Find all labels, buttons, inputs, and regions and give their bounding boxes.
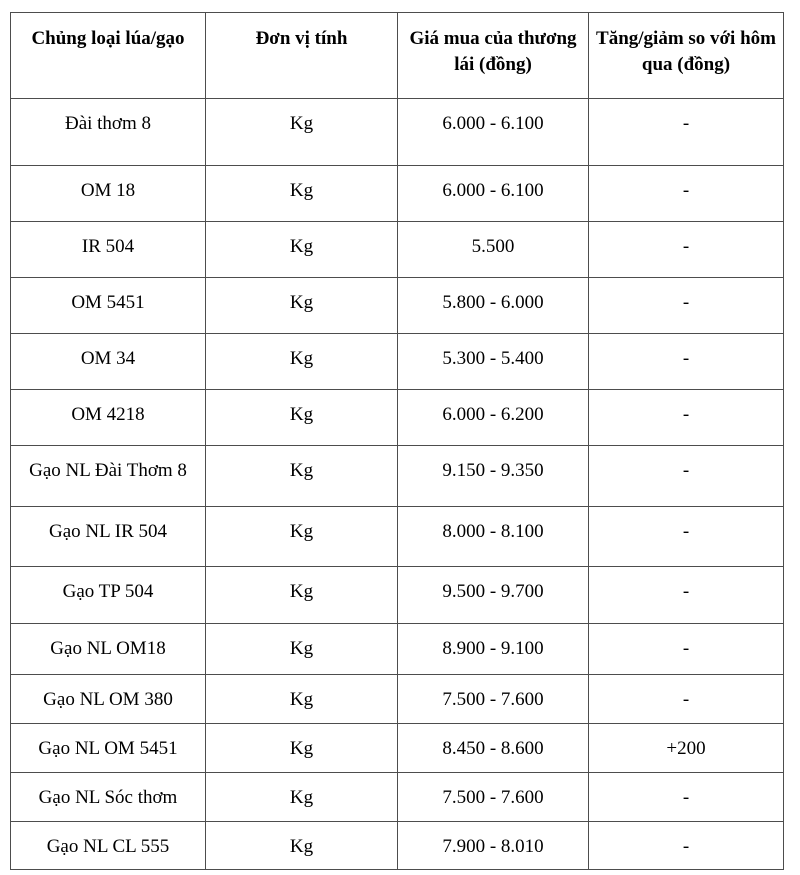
price-cell: 8.900 - 9.100	[398, 624, 589, 675]
unit-cell: Kg	[206, 624, 398, 675]
unit-cell: Kg	[206, 390, 398, 446]
unit-cell: Kg	[206, 166, 398, 222]
table-body	[11, 99, 784, 870]
header-row	[11, 13, 784, 99]
table-row	[11, 390, 784, 446]
header-trader-price: Giá mua của thương lái (đồng)	[398, 13, 589, 99]
rice-type-cell: OM 4218	[11, 390, 206, 446]
unit-cell: Kg	[206, 446, 398, 507]
rice-type-cell: OM 18	[11, 166, 206, 222]
unit-cell: Kg	[206, 99, 398, 166]
price-cell: 9.150 - 9.350	[398, 446, 589, 507]
table-row	[11, 278, 784, 334]
price-cell: 7.900 - 8.010	[398, 822, 589, 870]
rice-type-cell: Gạo NL CL 555	[11, 822, 206, 870]
header-unit: Đơn vị tính	[206, 13, 398, 99]
table-row	[11, 724, 784, 773]
change-cell: -	[589, 334, 784, 390]
change-cell: -	[589, 99, 784, 166]
table-header	[11, 13, 784, 99]
price-cell: 6.000 - 6.100	[398, 99, 589, 166]
price-cell: 5.800 - 6.000	[398, 278, 589, 334]
table-row	[11, 507, 784, 567]
table-row	[11, 166, 784, 222]
table-row	[11, 99, 784, 166]
rice-type-cell: OM 5451	[11, 278, 206, 334]
change-cell: -	[589, 675, 784, 724]
change-cell: -	[589, 222, 784, 278]
table-row	[11, 675, 784, 724]
rice-type-cell: Gạo NL IR 504	[11, 507, 206, 567]
change-cell: -	[589, 567, 784, 624]
rice-type-cell: Đài thơm 8	[11, 99, 206, 166]
price-cell: 5.300 - 5.400	[398, 334, 589, 390]
table-row	[11, 446, 784, 507]
change-cell: -	[589, 507, 784, 567]
price-cell: 7.500 - 7.600	[398, 773, 589, 822]
table-row	[11, 822, 784, 870]
change-cell: -	[589, 390, 784, 446]
price-cell: 5.500	[398, 222, 589, 278]
rice-type-cell: Gạo NL OM 5451	[11, 724, 206, 773]
table-row	[11, 334, 784, 390]
change-cell: -	[589, 773, 784, 822]
unit-cell: Kg	[206, 507, 398, 567]
change-cell: -	[589, 822, 784, 870]
rice-type-cell: OM 34	[11, 334, 206, 390]
price-cell: 8.450 - 8.600	[398, 724, 589, 773]
rice-type-cell: Gạo NL Đài Thơm 8	[11, 446, 206, 507]
table-row	[11, 624, 784, 675]
unit-cell: Kg	[206, 222, 398, 278]
unit-cell: Kg	[206, 334, 398, 390]
rice-type-cell: IR 504	[11, 222, 206, 278]
header-change-vs-yesterday: Tăng/giảm so với hôm qua (đồng)	[589, 13, 784, 99]
price-cell: 8.000 - 8.100	[398, 507, 589, 567]
table-row	[11, 773, 784, 822]
table-row	[11, 222, 784, 278]
unit-cell: Kg	[206, 822, 398, 870]
rice-type-cell: Gạo NL Sóc thơm	[11, 773, 206, 822]
header-rice-type: Chủng loại lúa/gạo	[11, 13, 206, 99]
rice-type-cell: Gạo NL OM 380	[11, 675, 206, 724]
unit-cell: Kg	[206, 724, 398, 773]
unit-cell: Kg	[206, 567, 398, 624]
rice-type-cell: Gạo TP 504	[11, 567, 206, 624]
change-cell: -	[589, 446, 784, 507]
price-cell: 6.000 - 6.100	[398, 166, 589, 222]
change-cell: -	[589, 624, 784, 675]
change-cell: -	[589, 278, 784, 334]
unit-cell: Kg	[206, 675, 398, 724]
price-cell: 6.000 - 6.200	[398, 390, 589, 446]
change-cell: -	[589, 166, 784, 222]
price-cell: 7.500 - 7.600	[398, 675, 589, 724]
unit-cell: Kg	[206, 773, 398, 822]
table-row	[11, 567, 784, 624]
rice-price-table	[10, 12, 784, 870]
change-cell: +200	[589, 724, 784, 773]
rice-type-cell: Gạo NL OM18	[11, 624, 206, 675]
unit-cell: Kg	[206, 278, 398, 334]
price-cell: 9.500 - 9.700	[398, 567, 589, 624]
